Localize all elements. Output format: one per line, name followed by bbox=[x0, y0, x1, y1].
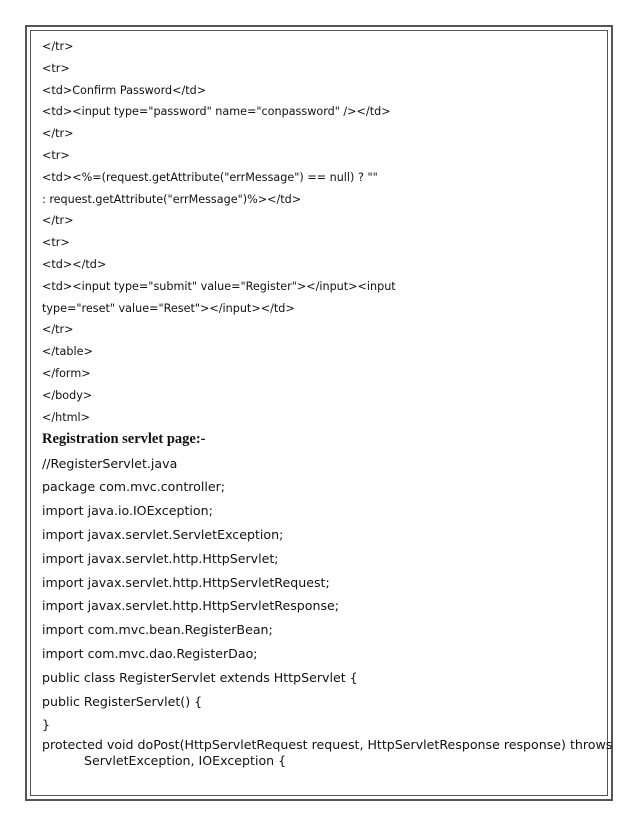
code-line: </form> bbox=[42, 366, 91, 380]
code-line: <td><%=(request.getAttribute("errMessage") == null) ? "" bbox=[42, 170, 378, 184]
code-line: import javax.servlet.http.HttpServletResponse; bbox=[42, 598, 340, 614]
html-code-block bbox=[42, 36, 602, 428]
code-line: //RegisterServlet.java bbox=[42, 455, 178, 471]
code-line: : request.getAttribute("errMessage")%></td> bbox=[42, 192, 302, 206]
code-line: import com.mvc.bean.RegisterBean; bbox=[42, 622, 273, 638]
code-line: } bbox=[42, 717, 51, 733]
code-line: public class RegisterServlet extends HttpServlet { bbox=[42, 669, 358, 685]
code-line: <td><input type="submit" value="Register"></input><input bbox=[42, 279, 396, 293]
code-line: ServletException, IOException { bbox=[84, 753, 287, 769]
code-line: import javax.servlet.ServletException; bbox=[42, 526, 284, 542]
code-line: public RegisterServlet() { bbox=[42, 693, 203, 709]
code-line: import javax.servlet.http.HttpServlet; bbox=[42, 550, 279, 566]
java-code-block bbox=[42, 452, 613, 770]
code-line: </body> bbox=[42, 388, 93, 402]
document-content bbox=[42, 36, 613, 769]
code-line: </tr> bbox=[42, 214, 74, 228]
code-line: import javax.servlet.http.HttpServletRequest; bbox=[42, 574, 330, 590]
code-line: <td><input type="password" name="conpassword" /></td> bbox=[42, 105, 391, 119]
code-line: <tr> bbox=[42, 148, 70, 162]
code-line: </tr> bbox=[42, 40, 74, 53]
code-line: <td></td> bbox=[42, 257, 107, 271]
code-line: import java.io.IOException; bbox=[42, 503, 213, 519]
code-line: </table> bbox=[42, 345, 93, 359]
code-line: package com.mvc.controller; bbox=[42, 479, 226, 495]
section-heading: Registration servlet page:- bbox=[42, 431, 206, 448]
code-line: </tr> bbox=[42, 127, 74, 141]
code-line: protected void doPost(HttpServletRequest request, HttpServletResponse response) throws bbox=[42, 737, 613, 753]
code-line: </html> bbox=[42, 410, 91, 424]
code-line: <td>Confirm Password</td> bbox=[42, 83, 207, 97]
code-line: import com.mvc.dao.RegisterDao; bbox=[42, 645, 258, 661]
code-line: <tr> bbox=[42, 236, 70, 250]
code-line: </tr> bbox=[42, 323, 74, 337]
code-line: <tr> bbox=[42, 61, 70, 75]
code-line: type="reset" value="Reset"></input></td> bbox=[42, 301, 295, 315]
